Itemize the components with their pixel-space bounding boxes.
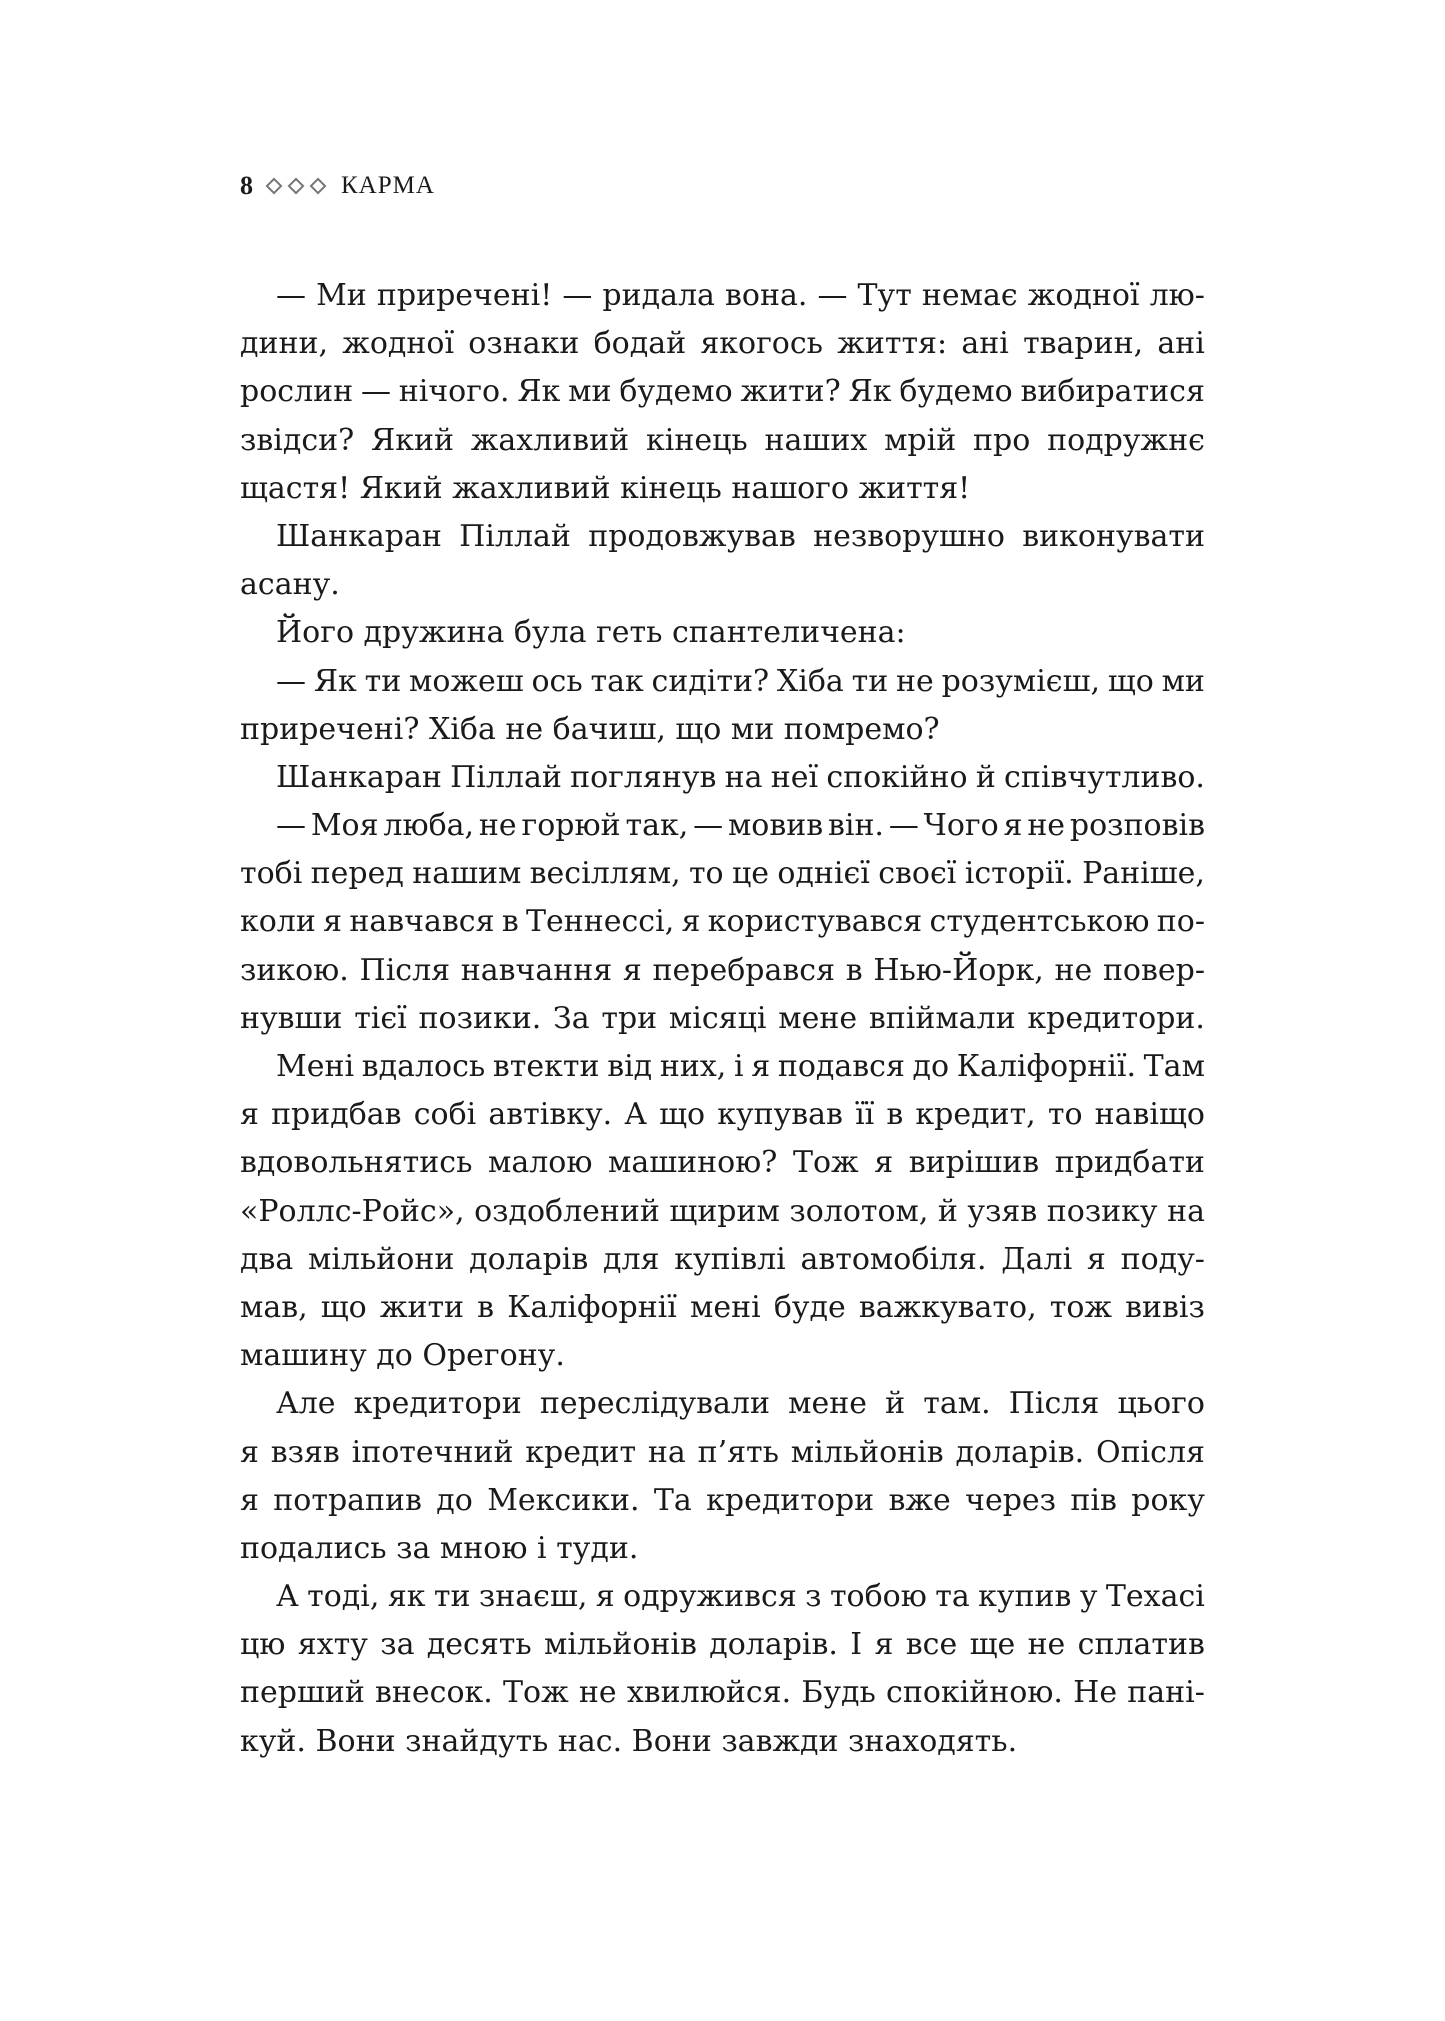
page-number: 8 bbox=[240, 171, 253, 200]
text-line: перший внесок. Тож не хвилюйся. Будь спокійною. Не пані- bbox=[240, 1675, 1205, 1711]
text-line: — Ми приречені! — ридала вона. — Тут немає жодної лю- bbox=[276, 278, 1205, 313]
running-head bbox=[240, 166, 435, 206]
text-line: приречені? Хіба не бачиш, що ми помремо? bbox=[240, 711, 940, 747]
text-line: подались за мною і туди. bbox=[240, 1530, 639, 1566]
text-line: коли я навчався в Теннессі, я користувався студентською по- bbox=[240, 904, 1205, 940]
book-title: КАРМА bbox=[341, 172, 435, 199]
diamond-icon bbox=[288, 178, 305, 195]
text-line: Його дружина була геть спантеличена: bbox=[276, 615, 906, 651]
text-line: цю яхту за десять мільйонів доларів. І я все ще не сплатив bbox=[240, 1627, 1205, 1663]
text-line: два мільйони доларів для купівлі автомобіля. Далі я поду- bbox=[240, 1241, 1205, 1277]
diamond-icon bbox=[310, 178, 327, 195]
text-line: я придбав собі автівку. А що купував її в кредит, то навіщо bbox=[240, 1097, 1205, 1133]
text-line: Шанкаран Піллай поглянув на неї спокійно й співчутливо. bbox=[276, 759, 1205, 795]
text-line: куй. Вони знайдуть нас. Вони завжди знаходять. bbox=[240, 1723, 1018, 1759]
text-line: вдовольнятись малою машиною? Тож я вирішив придбати bbox=[240, 1145, 1205, 1181]
text-line: асану. bbox=[240, 567, 340, 603]
text-line: Але кредитори переслідували мене й там. Після цього bbox=[276, 1386, 1205, 1422]
text-line: — Як ти можеш ось так сидіти? Хіба ти не розумієш, що ми bbox=[276, 663, 1205, 699]
text-line: рослин — нічого. Як ми будемо жити? Як будемо вибиратися bbox=[240, 374, 1205, 410]
text-line: звідси? Який жахливий кінець наших мрій про подружнє bbox=[240, 422, 1205, 458]
text-line: я взяв іпотечний кредит на п’ять мільйонів доларів. Опісля bbox=[240, 1434, 1205, 1470]
text-line: дини, жодної ознаки бодай якогось життя: ані тварин, ані bbox=[240, 326, 1205, 362]
text-line: нувши тієї позики. За три місяці мене впіймали кредитори. bbox=[240, 1000, 1205, 1036]
text-line: мав, що жити в Каліфорнії мені буде важкувато, тож вивіз bbox=[240, 1289, 1205, 1325]
diamond-icon bbox=[266, 178, 283, 195]
text-line: «Роллс-Ройс», оздоблений щирим золотом, й узяв позику на bbox=[240, 1193, 1205, 1229]
body-text bbox=[240, 272, 1205, 1766]
text-line: тобі перед нашим весіллям, то це однієї своєї історії. Раніше, bbox=[240, 856, 1205, 892]
text-line: щастя! Який жахливий кінець нашого життя! bbox=[240, 470, 971, 506]
text-line: машину до Орегону. bbox=[240, 1338, 565, 1374]
diamond-ornament-icon bbox=[265, 180, 327, 192]
text-line: я потрапив до Мексики. Та кредитори вже через пів року bbox=[240, 1482, 1205, 1518]
text-line: А тоді, як ти знаєш, я одружився з тобою та купив у Техасі bbox=[276, 1579, 1205, 1615]
text-line: Шанкаран Піллай продовжував незворушно виконувати bbox=[276, 518, 1205, 554]
text-line: Мені вдалось втекти від них, і я подався до Каліфорнії. Там bbox=[276, 1049, 1205, 1084]
text-line: — Моя люба, не горюй так, — мовив він. — Чого я не розповів bbox=[276, 808, 1205, 844]
text-line: зикою. Після навчання я перебрався в Нью-Йорк, не повер- bbox=[240, 952, 1205, 988]
